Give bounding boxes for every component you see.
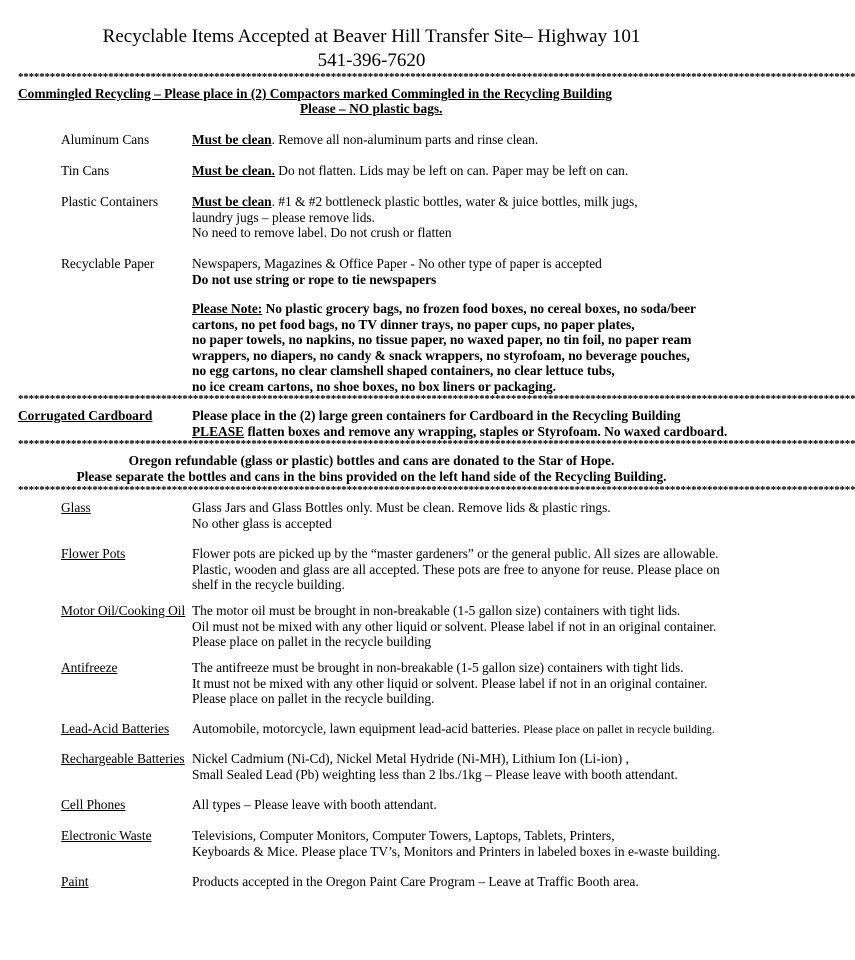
item-description xyxy=(192,874,639,890)
refundable-line: Oregon refundable (glass or plastic) bottles and cans are donated to the Star of Hope. xyxy=(128,453,615,468)
item-description xyxy=(192,828,720,859)
description-line: Keyboards & Mice. Please place TV’s, Monitors and Printers in labeled boxes in e-waste building. xyxy=(192,843,721,859)
description-line: Products accepted in the Oregon Paint Care Program – Leave at Traffic Booth area. xyxy=(192,874,639,889)
emphasis: Must be clean xyxy=(192,132,272,147)
commingled-subheading: Please – NO plastic bags. xyxy=(300,101,443,116)
item-label: Aluminum Cans xyxy=(61,132,150,147)
description-line: Televisions, Computer Monitors, Computer Towers, Laptops, Tablets, Printers, xyxy=(192,828,615,843)
description-line: Do not use string or rope to tie newspapers xyxy=(192,271,437,287)
description-line: Nickel Cadmium (Ni-Cd), Nickel Metal Hydride (Ni-MH), Lithium Ion (Li-ion) , xyxy=(192,751,629,766)
description-line: Flower pots are picked up by the “master gardeners” or the general public. All sizes are allowable. xyxy=(192,546,719,561)
separator: ************************************************************************************************************************************************************** xyxy=(18,484,855,496)
item-description xyxy=(192,194,638,241)
phone-number: 541-396-7620 xyxy=(317,50,426,71)
item-label: Rechargeable Batteries xyxy=(61,751,185,766)
item-label: Lead-Acid Batteries xyxy=(61,721,170,736)
description-line: It must not be mixed with any other liquid or solvent. Please label if not in an original container. xyxy=(192,675,708,691)
description-line: Glass Jars and Glass Bottles only. Must be clean. Remove lids & plastic rings. xyxy=(192,500,611,515)
description-line: Do not flatten. Lids may be left on can. Paper may be left on can. xyxy=(274,163,629,178)
item-label: Cell Phones xyxy=(61,797,126,812)
refundable-line: Please separate the bottles and cans in the bins provided on the left hand side of the Recycling Building. xyxy=(76,469,667,484)
item-description xyxy=(192,797,437,813)
description-line: Please place on pallet in the recycle building. xyxy=(192,691,435,706)
page-title: Recyclable Items Accepted at Beaver Hill Transfer Site– Highway 101 xyxy=(102,26,641,47)
item-label: Recyclable Paper xyxy=(61,256,155,271)
description-line: The motor oil must be brought in non-breakable (1-5 gallon size) containers with tight lids. xyxy=(192,603,681,618)
description-line: shelf in the recycle building. xyxy=(192,577,345,592)
note-line: wrappers, no diapers, no candy & snack wrappers, no styrofoam, no beverage pouches, xyxy=(192,347,690,363)
description-line: Please place on pallet in the recycle building xyxy=(192,634,432,649)
description-line: Newspapers, Magazines & Office Paper - No other type of paper is accepted xyxy=(192,256,602,271)
item-label: Tin Cans xyxy=(61,163,110,178)
item-label: Plastic Containers xyxy=(61,194,159,209)
item-description xyxy=(192,500,611,531)
description-line: The antifreeze must be brought in non-breakable (1-5 gallon size) containers with tight lids. xyxy=(192,660,684,675)
item-description xyxy=(192,163,628,179)
item-description xyxy=(192,132,538,148)
cardboard-label: Corrugated Cardboard xyxy=(18,408,153,423)
description-line: Plastic, wooden and glass are all accepted. These pots are free to anyone for reuse. Please place on xyxy=(192,561,720,577)
item-label: Flower Pots xyxy=(61,546,126,561)
note-line: no egg cartons, no clear clamshell shaped containers, no clear lettuce tubs, xyxy=(192,363,615,378)
item-description xyxy=(192,721,715,739)
description-line: All types – Please leave with booth attendant. xyxy=(192,797,437,812)
description-line: No other glass is accepted xyxy=(192,515,332,531)
separator: ************************************************************************************************************************************************************** xyxy=(18,438,855,450)
emphasis: PLEASE xyxy=(192,423,245,439)
separator: ************************************************************************************************************************************************************** xyxy=(18,393,855,405)
emphasis: Must be clean xyxy=(192,194,272,209)
description-line: . #1 & #2 bottleneck plastic bottles, water & juice bottles, milk jugs, xyxy=(271,194,638,209)
description-line: . Remove all non-aluminum parts and rinse clean. xyxy=(271,132,539,147)
item-label: Paint xyxy=(61,874,89,889)
cardboard-description xyxy=(192,408,727,439)
note-line: no ice cream cartons, no shoe boxes, no box liners or packaging. xyxy=(192,378,557,394)
description-line: laundry jugs – please remove lids. xyxy=(192,209,375,225)
note-line: cartons, no pet food bags, no TV dinner trays, no paper cups, no paper plates, xyxy=(192,316,635,332)
item-description xyxy=(192,660,707,707)
description-line: Automobile, motorcycle, lawn equipment lead-acid batteries. xyxy=(192,721,524,736)
item-description xyxy=(192,603,716,650)
item-label: Antifreeze xyxy=(61,660,118,675)
please-note xyxy=(192,301,696,394)
note-label: Please Note: xyxy=(192,301,263,316)
description-line: No need to remove label. Do not crush or flatten xyxy=(192,225,452,240)
description-line: Oil must not be mixed with any other liquid or solvent. Please label if not in an original container. xyxy=(192,618,717,634)
separator: ************************************************************************************************************************************************************** xyxy=(18,71,855,83)
note-line: No plastic grocery bags, no frozen food boxes, no cereal boxes, no soda/beer xyxy=(262,301,696,316)
item-label: Motor Oil/Cooking Oil xyxy=(61,603,186,618)
description-line: Small Sealed Lead (Pb) weighting less than 2 lbs./1kg – Please leave with booth attendant. xyxy=(192,766,678,782)
item-description xyxy=(192,256,602,287)
item-label: Glass xyxy=(61,500,91,515)
description-small: Please place on pallet in recycle building. xyxy=(523,724,715,736)
description-line: Please place in the (2) large green containers for Cardboard in the Recycling Building xyxy=(192,408,681,423)
description-line: flatten boxes and remove any wrapping, staples or Styrofoam. No waxed cardboard. xyxy=(244,423,728,439)
item-label: Electronic Waste xyxy=(61,828,152,843)
item-description xyxy=(192,751,678,782)
note-line: no paper towels, no napkins, no tissue paper, no waxed paper, no tin foil, no paper ream xyxy=(192,332,692,347)
commingled-heading: Commingled Recycling – Please place in (2) Compactors marked Commingled in the Recycling Building xyxy=(18,86,612,101)
emphasis: Must be clean. xyxy=(192,163,275,178)
item-description xyxy=(192,546,720,593)
